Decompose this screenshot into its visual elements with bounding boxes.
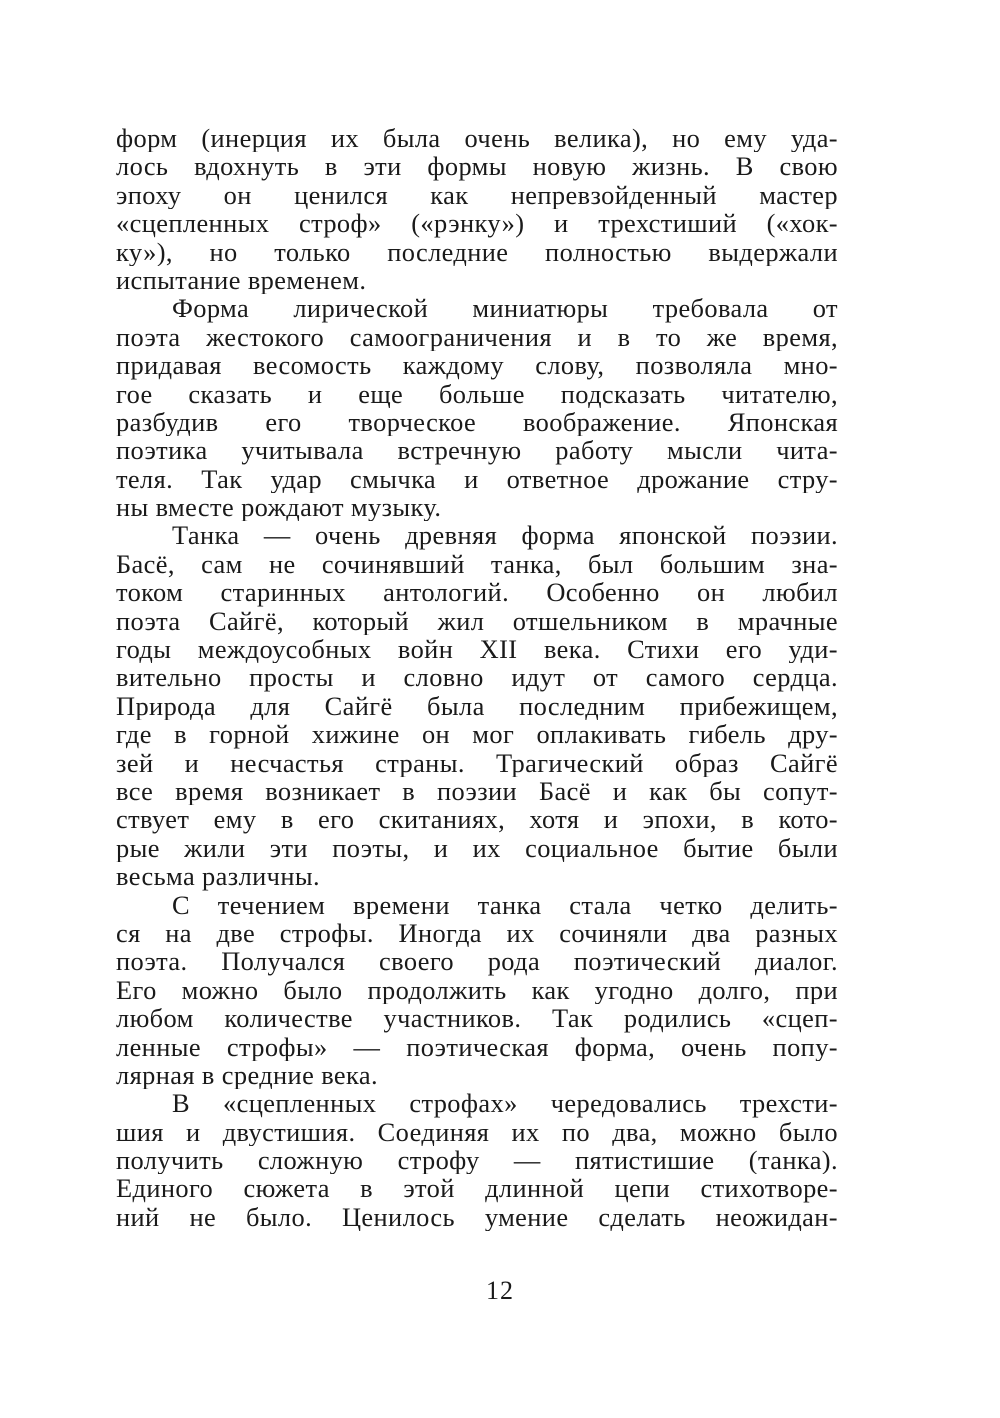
text-line: все время возникает в поэзии Басё и как бы сопут- [116,776,838,806]
paragraph-5 [116,1089,838,1231]
text-line: ствует ему в его скитаниях, хотя и эпохи, в кото- [116,805,838,834]
text-line: испытание временем. [116,265,367,295]
text-line: гое сказать и еще больше подсказать читателю, [116,379,838,408]
text-line: зей и несчастья страны. Трагический образ Сайгё [116,748,838,777]
text-line: получить сложную строфу — пятистишие (танка). [116,1146,838,1175]
text-line: где в горной хижине он мог оплакивать гибель дру- [116,720,838,749]
text-line: ся на две строфы. Иногда их сочиняли два разных [116,918,838,948]
text-line: Природа для Сайгё была последним прибежищем, [116,691,838,721]
text-line: разбудив его творческое воображение. Японская [116,407,838,437]
text-line: вительно просты и словно идут от самого сердца. [116,663,838,692]
paragraph-2 [116,294,838,521]
paragraph-1 [116,124,838,294]
text-line: Единого сюжета в этой длинной цепи стихотворе- [116,1174,838,1203]
text-line: лярная в средние века. [116,1060,378,1090]
text-line: поэтика учитывала встречную работу мысли чита- [116,436,838,465]
paragraph-3 [116,521,838,890]
text-line: Танка — очень древняя форма японской поэзии. [172,521,838,550]
text-line: ленные строфы» — поэтическая форма, очень попу- [116,1032,838,1061]
text-line: С течением времени танка стала четко делить- [172,890,838,919]
page-number: 12 [486,1276,514,1305]
paragraph-4 [116,891,838,1090]
text-line: В «сцепленных строфах» чередовались трехсти- [172,1089,838,1118]
page-body [116,124,838,1231]
text-line: ку»), но только последние полностью выдержали [116,237,838,266]
text-line: Басё, сам не сочинявший танка, был большим зна- [116,549,838,579]
text-line: Его можно было продолжить как угодно долго, при [116,975,838,1005]
text-line: форм (инерция их была очень велика), но ему уда- [116,124,838,153]
text-line: ний не было. Ценилось умение сделать неожидан- [116,1202,838,1232]
text-line: лось вдохнуть в эти формы новую жизнь. В свою [116,152,838,181]
text-line: «сцепленных строф» («рэнку») и трехстиший («хок- [116,209,838,238]
text-line: поэта. Получался своего рода поэтический диалог. [116,947,838,976]
text-line: придавая весомость каждому слову, позволяла мно- [116,351,838,380]
text-line: шия и двустишия. Соединяя их по два, можно было [116,1117,838,1147]
text-line: поэта Сайгё, который жил отшельником в мрачные [116,606,838,636]
text-line: любом количестве участников. Так родились «сцеп- [116,1004,838,1033]
text-line: рые жили эти поэты, и их социальное бытие были [116,833,838,863]
text-line: теля. Так удар смычка и ответное дрожание стру- [116,464,838,494]
text-line: ны вместе рождают музыку. [116,493,442,522]
text-line: током старинных антологий. Особенно он любил [116,578,838,607]
text-line: годы междоусобных войн XII века. Стихи его уди- [116,635,838,664]
text-line: поэта жестокого самоограничения и в то же время, [116,322,838,352]
text-line: эпоху он ценился как непревзойденный мастер [116,180,838,210]
text-line: Форма лирической миниатюры требовала от [172,294,838,323]
text-line: весьма различны. [116,862,321,891]
